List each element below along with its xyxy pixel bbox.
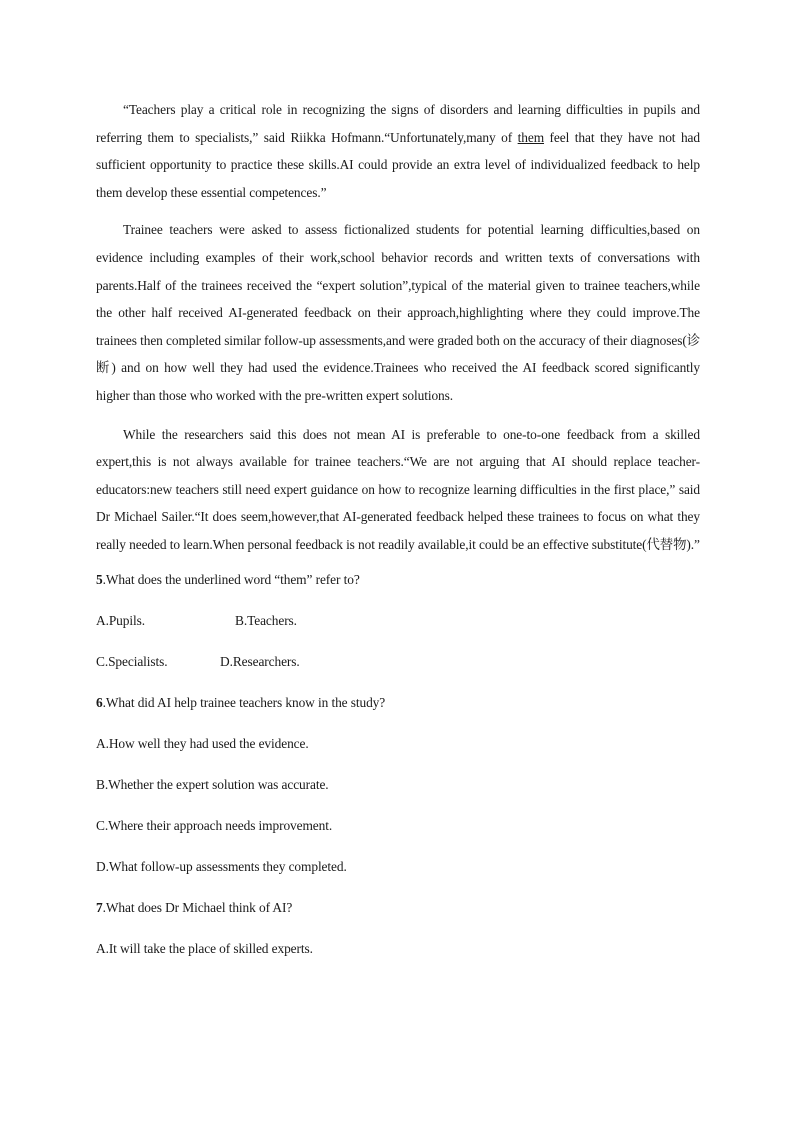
question-6-number: 6 [96, 694, 103, 710]
document-page [96, 96, 700, 979]
paragraph-1-text-start: “Teachers play a critical role in recognizing the signs of disorders and learning difficulties in pupils and referring them to specialists,” said Riikka Hofmann.“Unfortunately,many of [96, 102, 700, 145]
question-6 [96, 692, 700, 733]
question-5-option-d: D.Researchers. [220, 653, 300, 669]
question-6-text: .What did AI help trainee teachers know in the study? [102, 694, 386, 710]
question-7-number: 7 [96, 899, 103, 915]
question-6-option-a: A.How well they had used the evidence. [96, 735, 309, 751]
passage-paragraph-2: Trainee teachers were asked to assess fictionalized students for potential learning difficulties,based on evidence including examples of their work,school behavior records and written texts of conversations with parents.Half of the trainees received the “expert solution”,typical of the material given to trainee teachers,while the other half received AI-generated feedback on their approach,highlighting where they could improve.The trainees then completed similar follow-up assessments,and were graded both on the accuracy of their diagnoses(诊断) and on how well they had used the evidence.Trainees who received the AI feedback scored significantly higher than those who worked with the pre-written expert solutions. [96, 222, 700, 403]
question-6-option-b: B.Whether the expert solution was accurate. [96, 776, 329, 792]
passage-paragraph-3: While the researchers said this does not mean AI is preferable to one-to-one feedback from a skilled expert,this is not always available for trainee teachers.“We are not arguing that AI should replace teacher-educators:new teachers still need expert guidance on how to recognize learning difficulties in the first place,” said Dr Michael Sailer.“It does seem,however,that AI-generated feedback helped these trainees to focus on what they really needed to learn.When personal feedback is not readily available,it could be an effective substitute(代替物).” [96, 426, 700, 552]
question-6-option-d: D.What follow-up assessments they completed. [96, 858, 347, 874]
question-7-text: .What does Dr Michael think of AI? [102, 899, 293, 915]
question-5-text: .What does the underlined word “them” refer to? [102, 571, 360, 587]
underlined-word-them: them [517, 129, 545, 145]
question-7 [96, 897, 700, 938]
question-5-option-a: A.Pupils. [96, 612, 145, 628]
paragraph-1-text-end: feel that they have not had sufficient opportunity to practice these skills.AI could provide an extra level of individualized feedback to help them develop these essential competences.” [96, 129, 700, 200]
question-5 [96, 569, 700, 610]
question-5-options-row-2 [96, 651, 700, 692]
question-5-number: 5 [96, 571, 103, 587]
question-6-option-c: C.Where their approach needs improvement. [96, 817, 333, 833]
question-5-option-c: C.Specialists. [96, 653, 168, 669]
question-5-option-b: B.Teachers. [235, 612, 297, 628]
question-5-options-row-1 [96, 610, 700, 651]
question-7-option-a: A.It will take the place of skilled experts. [96, 940, 313, 956]
passage-paragraph-1 [96, 96, 700, 206]
